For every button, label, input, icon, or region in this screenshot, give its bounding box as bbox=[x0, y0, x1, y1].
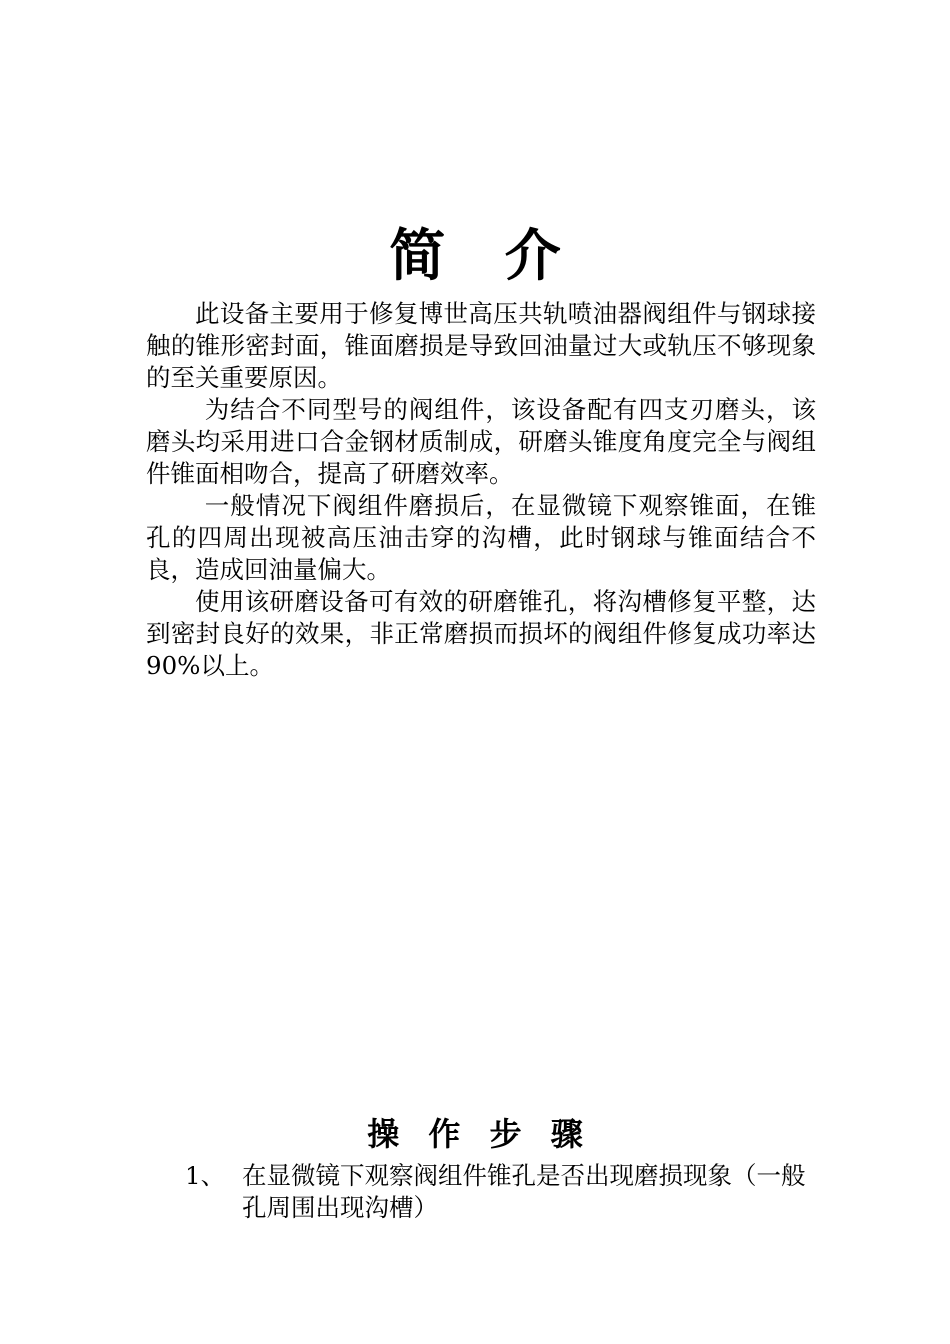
steps-list bbox=[185, 1160, 825, 1224]
intro-paragraph: 为结合不同型号的阀组件，该设备配有四支刃磨头，该磨头均采用进口合金钢材质制成，研磨头锥度角度完全与阀组件锥面相吻合，提高了研磨效率。 bbox=[146, 395, 816, 488]
intro-title: 简 介 bbox=[389, 223, 581, 289]
intro-paragraph: 此设备主要用于修复博世高压共轨喷油器阀组件与钢球接触的锥形密封面，锥面磨损是导致回油量过大或轨压不够现象的至关重要原因。 bbox=[146, 299, 816, 392]
intro-paragraph: 一般情况下阀组件磨损后，在显微镜下观察锥面，在锥孔的四周出现被高压油击穿的沟槽，此时钢球与锥面结合不良，造成回油量偏大。 bbox=[146, 491, 816, 584]
intro-paragraph: 使用该研磨设备可有效的研磨锥孔，将沟槽修复平整，达到密封良好的效果，非正常磨损而损坏的阀组件修复成功率达 90%以上。 bbox=[146, 587, 816, 680]
step-number: 1、 bbox=[185, 1161, 226, 1190]
steps-title: 操 作 步 骤 bbox=[367, 1115, 592, 1153]
step-item bbox=[185, 1160, 825, 1224]
intro-body bbox=[146, 298, 816, 682]
step-text: 在显微镜下观察阀组件锥孔是否出现磨损现象（一般孔周围出现沟槽） bbox=[242, 1161, 806, 1222]
